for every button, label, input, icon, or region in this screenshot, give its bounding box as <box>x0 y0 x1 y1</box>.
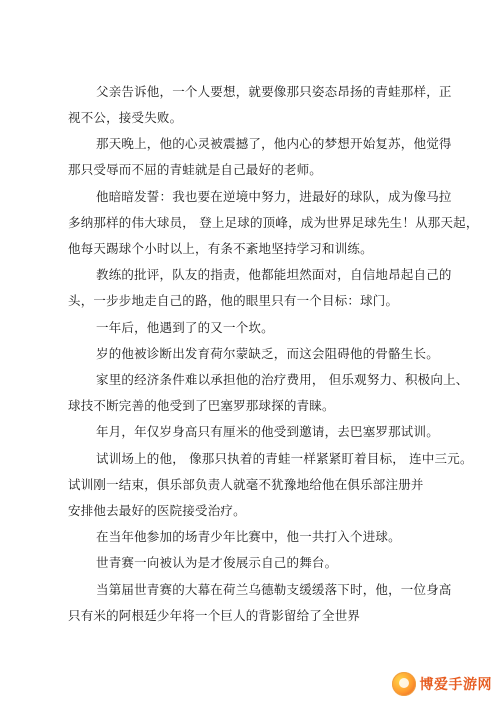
paragraph-line: 他每天踢球个小时以上，有条不紊地坚持学习和训练。 <box>68 241 373 256</box>
paragraph-line: 岁的他被诊断出发育荷尔蒙缺乏，而这会阻碍他的骨骼生长。 <box>96 346 439 361</box>
paragraph-line: 一年后，他遇到了的又一个坎。 <box>96 320 274 335</box>
site-logo-icon <box>392 672 416 696</box>
paragraph-line: 他暗暗发誓：我也要在逆境中努力，进最好的球队，成为像马拉 <box>96 189 452 204</box>
site-watermark <box>392 672 493 696</box>
paragraph-line: 球技不断完善的他受到了巴塞罗那球探的青睐。 <box>68 398 335 413</box>
paragraph-line: 在当年他参加的场青少年比赛中，他一共打入个进球。 <box>96 529 401 544</box>
paragraph-line: 年月，年仅岁身高只有厘米的他受到邀请，去巴塞罗那试训。 <box>96 424 439 439</box>
paragraph-line: 试训场上的他， 像那只执着的青蛙一样紧紧盯着目标， 连中三元。 <box>96 451 473 466</box>
paragraph-line: 视不公，接受失败。 <box>68 110 183 125</box>
paragraph-line: 安排他去最好的医院接受治疗。 <box>68 503 246 518</box>
paragraph-line: 试训刚一结束，俱乐部负责人就毫不犹豫地给他在俱乐部注册并 <box>68 477 424 492</box>
paragraph-line: 那天晚上，他的心灵被震撼了，他内心的梦想开始复苏，他觉得 <box>96 136 452 151</box>
paragraph-line: 只有米的阿根廷少年将一个巨人的背影留给了全世界 <box>68 608 361 623</box>
paragraph-line: 头，一步步地走自己的路，他的眼里只有一个目标：球门。 <box>68 293 399 308</box>
paragraph-line: 多纳那样的伟大球员， 登上足球的顶峰，成为世界足球先生！从那天起， <box>68 215 479 230</box>
paragraph-line: 那只受辱而不屈的青蛙就是自己最好的老师。 <box>68 162 323 177</box>
paragraph-line: 当第届世青赛的大幕在荷兰乌德勒支缓缓落下时，他，一位身高 <box>96 582 452 597</box>
paragraph-line: 世青赛一向被认为是才俊展示自己的舞台。 <box>96 555 338 570</box>
paragraph-line: 教练的批评，队友的指责，他都能坦然面对，自信地昂起自己的 <box>96 267 452 282</box>
paragraph-line: 父亲告诉他，一个人要想，就要像那只姿态昂扬的青蛙那样，正 <box>96 84 452 99</box>
paragraph-line: 家里的经济条件难以承担他的治疗费用， 但乐观努力、积极向上、 <box>96 372 469 387</box>
watermark-text: 博爱手游网 <box>419 677 492 693</box>
